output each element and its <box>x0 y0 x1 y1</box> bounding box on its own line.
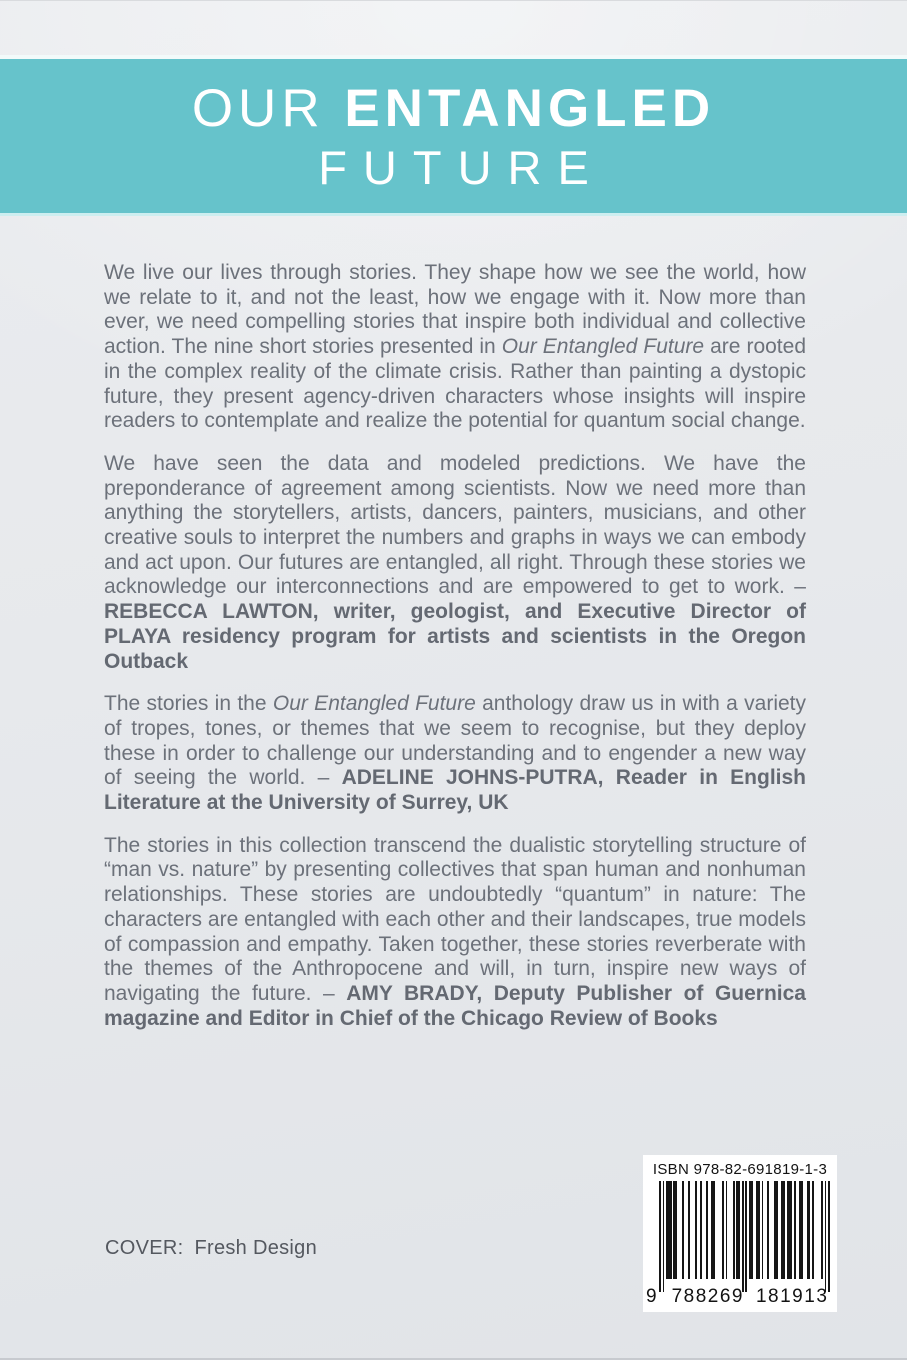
blurb-list <box>104 261 806 1049</box>
barcode-bar <box>812 1181 814 1279</box>
barcode-bar <box>711 1181 715 1279</box>
isbn-barcode-box <box>643 1155 837 1312</box>
barcode-bar <box>666 1181 671 1279</box>
cover-credit-value: Fresh Design <box>194 1237 318 1259</box>
barcode-bar <box>726 1181 728 1279</box>
barcode-bar <box>706 1181 708 1279</box>
title-word-our: OUR <box>191 78 345 138</box>
barcode-bar <box>736 1181 740 1279</box>
barcode-bars-icon <box>659 1181 830 1293</box>
barcode-bar <box>821 1181 823 1279</box>
blurb-paragraph <box>104 834 806 1032</box>
barcode-bar <box>825 1181 827 1292</box>
barcode-digits <box>643 1286 837 1308</box>
blurb-segment: are rooted in the complex reality of the climate crisis. Rather than painting a dystopic future, they present agency-driven characters whose insights will inspire readers to contemplate and realize the potential for quantum social change. <box>104 335 806 433</box>
blurb-segment: Our Entangled Future <box>272 692 476 716</box>
blurb-paragraph <box>104 261 806 434</box>
blurb-segment: ADELINE JOHNS-PUTRA, Reader in English Literature at the University of Surrey, UK <box>104 766 806 815</box>
barcode-digit-lead: 9 <box>646 1286 657 1307</box>
blurb-paragraph <box>104 452 806 674</box>
barcode-bar <box>682 1181 684 1279</box>
blurb-segment: anthology draw us in with a variety of tropes, tones, or themes that we seem to recognise, but they deploy these in order to challenge our understanding and to engender a new way of seeing the world. – <box>104 692 806 790</box>
isbn-number: ISBN 978-82-691819-1-3 <box>652 1161 828 1178</box>
barcode-bar <box>767 1181 769 1279</box>
blurb-segment: AMY BRADY, Deputy Publisher of Guernica magazine and Editor in Chief of the Chicago Review of Books <box>104 981 806 1030</box>
book-title-line1 <box>191 78 716 138</box>
barcode-bar <box>663 1181 665 1292</box>
barcode-bar <box>807 1181 811 1279</box>
barcode-digits-right: 181913 <box>755 1286 829 1307</box>
blurb-segment: The stories in this collection transcend the dualistic storytelling structure of “man vs. nature” by presenting collectives that span human and nonhuman relationships. These stories are undoubtedly “quantum” in nature: The characters are entangled with each other and their landscapes, true models of compassion and empathy. Taken together, these stories reverberate with the themes of the Anthropocene and will, in turn, inspire new ways of navigating the future. – <box>104 833 806 1005</box>
barcode-bar <box>659 1181 661 1292</box>
cover-credit <box>105 1237 317 1260</box>
barcode-bar <box>688 1181 690 1279</box>
barcode-bar <box>762 1181 764 1279</box>
title-word-entangled: ENTANGLED <box>344 78 716 138</box>
blurb-segment: Our Entangled Future <box>501 335 705 359</box>
barcode-bar <box>742 1181 744 1292</box>
blurb-segment: We have seen the data and modeled predictions. We have the preponderance of agreement among scientists. Now we need more than anything the storytellers, artists, dancers, painters, musicians, and other creative souls to interpret the numbers and graphs in ways we can embody and act upon. Our futures are entangled, all right. Through these stories we acknowledge our interconnections and are empowered to get to work. – <box>104 451 806 599</box>
cover-credit-label: COVER: <box>105 1237 184 1259</box>
barcode-bar <box>745 1181 747 1292</box>
blurb-segment: REBECCA LAWTON, writer, geologist, and Executive Director of PLAYA residency program for artists and scientists in the Oregon Outback <box>104 600 806 673</box>
barcode-bar <box>695 1181 697 1279</box>
barcode-bar <box>733 1181 735 1279</box>
title-banner <box>0 55 907 216</box>
barcode-bar <box>774 1181 778 1279</box>
barcode-digits-left: 788269 <box>671 1286 744 1307</box>
barcode-bar <box>787 1181 792 1279</box>
book-title-line2: FUTURE <box>318 140 605 194</box>
blurb-paragraph <box>104 692 806 816</box>
barcode-bar <box>799 1181 803 1279</box>
barcode-bar <box>828 1181 830 1292</box>
barcode-bar <box>749 1181 753 1279</box>
barcode-bar <box>673 1181 677 1279</box>
barcode-bar <box>781 1181 785 1279</box>
barcode-bar <box>756 1181 760 1279</box>
blurb-segment: The stories in the <box>104 692 273 716</box>
barcode-bar <box>794 1181 796 1279</box>
barcode-bar <box>700 1181 702 1279</box>
barcode-bar <box>722 1181 724 1279</box>
blurb-segment: We live our lives through stories. They shape how we see the world, how we relate to it, and not the least, how we engage with it. Now more than ever, we need compelling stories that inspire both individual and collective action. The nine short stories presented in <box>104 261 806 359</box>
